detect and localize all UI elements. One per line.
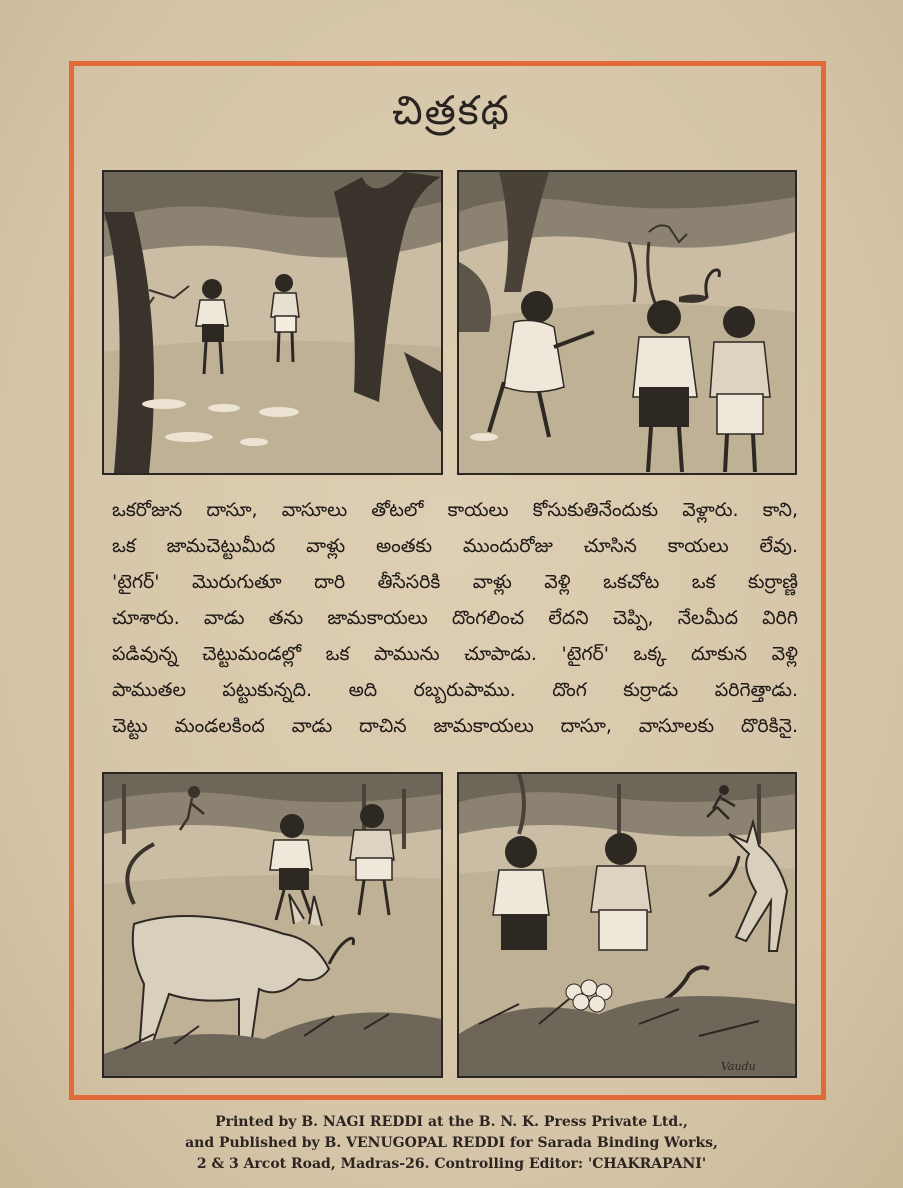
story-line: ఒక జామచెట్టుమీద వాళ్లు అంతకు ముందురోజు చూసిన కాయలు లేవు. <box>112 535 798 557</box>
comic-panel-4 <box>457 772 797 1078</box>
story-line: చెట్టు మండలకింద వాడు దాచిన జామకాయలు దాసూ, వాసూలకు దొరికినై. <box>112 715 798 737</box>
imprint-line: 2 & 3 Arcot Road, Madras-26. Controlling Editor: 'CHAKRAPANI' <box>196 1156 707 1172</box>
page-title: చిత్రకథ <box>392 88 511 134</box>
story-line: పడివున్న చెట్టుమండల్లో ఒక పామును చూపాడు. 'టైగర్' ఒక్క దూకున వెళ్లి <box>112 643 798 665</box>
illustrator-signature: Vaudu <box>721 1060 756 1073</box>
illustration-boy-shows-snake <box>459 172 795 473</box>
story-line: పాముతల పట్టుకున్నది. అది రబ్బరుపాము. దొంగ కుర్రాడు పరిగెత్తాడు. <box>112 679 798 701</box>
imprint-line: and Published by B. VENUGOPAL REDDI for Sarada Binding Works, <box>185 1135 718 1151</box>
story-line: ఒకరోజున దాసూ, వాసూలు తోటలో కాయలు కోసుకుతినేందుకు వెళ్లారు. కాని, <box>112 499 798 521</box>
comic-panel-1 <box>102 170 443 475</box>
illustration-boys-find-guavas <box>459 774 795 1076</box>
story-text <box>112 492 798 744</box>
story-line: చూశారు. వాడు తను జామకాయలు దొంగలించ లేదని చెప్పి, నేలమీద విరిగి <box>112 607 798 629</box>
illustration-boys-in-orchard <box>104 172 441 473</box>
imprint-line: Printed by B. NAGI REDDI at the B. N. K. Press Private Ltd., <box>215 1114 688 1130</box>
story-line: 'టైగర్' మొరుగుతూ దారి తీసేసరికి వాళ్లు వెళ్లి ఒకచోట ఒక కుర్రాణ్ణి <box>112 571 798 593</box>
comic-panel-3 <box>102 772 443 1078</box>
comic-panel-2 <box>457 170 797 475</box>
illustration-dog-grabs-snake <box>104 774 441 1076</box>
printer-imprint <box>0 1112 903 1175</box>
